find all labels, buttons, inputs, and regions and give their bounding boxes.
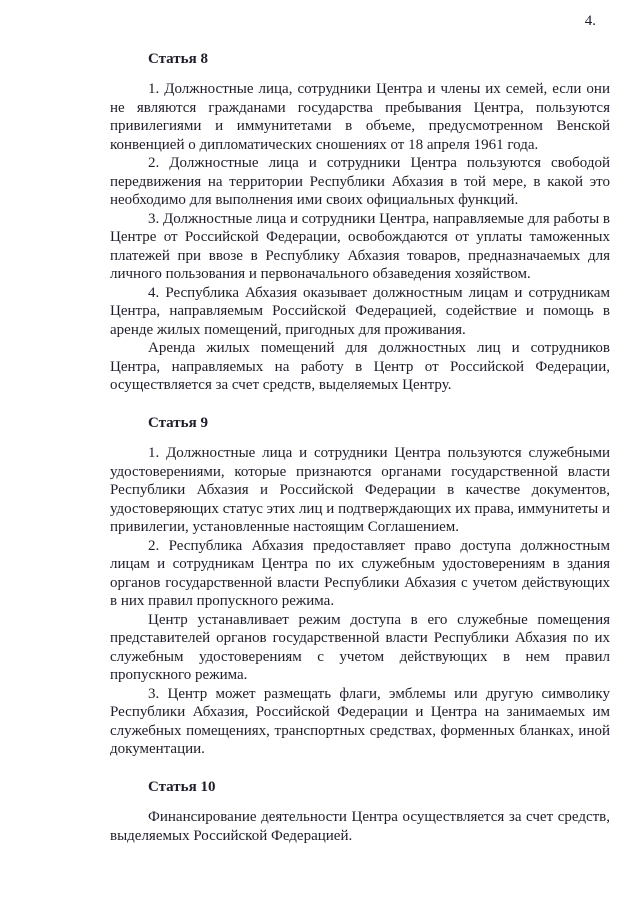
paragraph: 1. Должностные лица, сотрудники Центра и члены их семей, если они не являются гражданами государства пребывания Центра, пользуются привилегиями и иммунитетами в объеме, предусмотренном Венской конвенцией о дипломатических сношениях от 18 апреля 1961 года. [110, 81, 610, 153]
paragraph: Финансирование деятельности Центра осуществляется за счет средств, выделяемых Российской Федерацией. [110, 809, 610, 844]
article-9 [110, 414, 610, 759]
article-8 [110, 50, 610, 395]
paragraph: 3. Центр может размещать флаги, эмблемы или другую символику Республики Абхазия, Российской Федерации и Центра на занимаемых им служебных помещениях, транспортных средствах, форменных бланках, иной документации. [110, 685, 610, 757]
article-title: Статья 9 [148, 414, 208, 431]
page-number: 4. [584, 13, 596, 29]
article-title: Статья 8 [148, 50, 208, 67]
paragraph: 3. Должностные лица и сотрудники Центра, направляемые для работы в Центре от Российской Федерации, освобождаются от уплаты таможенных платежей при ввозе в Республику Абхазия товаров, предназначаемых для личного пользования и первоначального обзаведения хозяйством. [110, 210, 610, 282]
paragraph: Центр устанавливает режим доступа в его служебные помещения представителей органов государственной власти Республики Абхазия по их служебным удостоверениям с учетом действующих в нем правил пропускного режима. [110, 611, 610, 683]
article-title: Статья 10 [148, 778, 216, 795]
paragraph: 2. Республика Абхазия предоставляет право доступа должностным лицам и сотрудникам Центра по их служебным удостоверениям в здания органов государственной власти Республики Абхазия с учетом действующих в них правил пропускного режима. [110, 537, 610, 609]
paragraph: 4. Республика Абхазия оказывает должностным лицам и сотрудникам Центра, направляемым Российской Федерацией, содействие и помощь в аренде жилых помещений, пригодных для проживания. [110, 284, 610, 338]
article-10 [110, 778, 610, 846]
paragraph: 1. Должностные лица и сотрудники Центра пользуются служебными удостоверениями, которые признаются органами государственной власти Республики Абхазия и Российской Федерации в качестве документов, удостоверяющих статус этих лиц и подтверждающих их права, иммунитеты и привилегии, установленные настоящим Соглашением. [110, 445, 610, 535]
paragraph: Аренда жилых помещений для должностных лиц и сотрудников Центра, направляемых на работу в Центр от Российской Федерации, осуществляется за счет средств, выделяемых Центру. [110, 340, 610, 393]
paragraph: 2. Должностные лица и сотрудники Центра пользуются свободой передвижения на территории Республики Абхазия в той мере, в какой это необходимо для выполнения ими своих официальных функций. [110, 155, 610, 208]
